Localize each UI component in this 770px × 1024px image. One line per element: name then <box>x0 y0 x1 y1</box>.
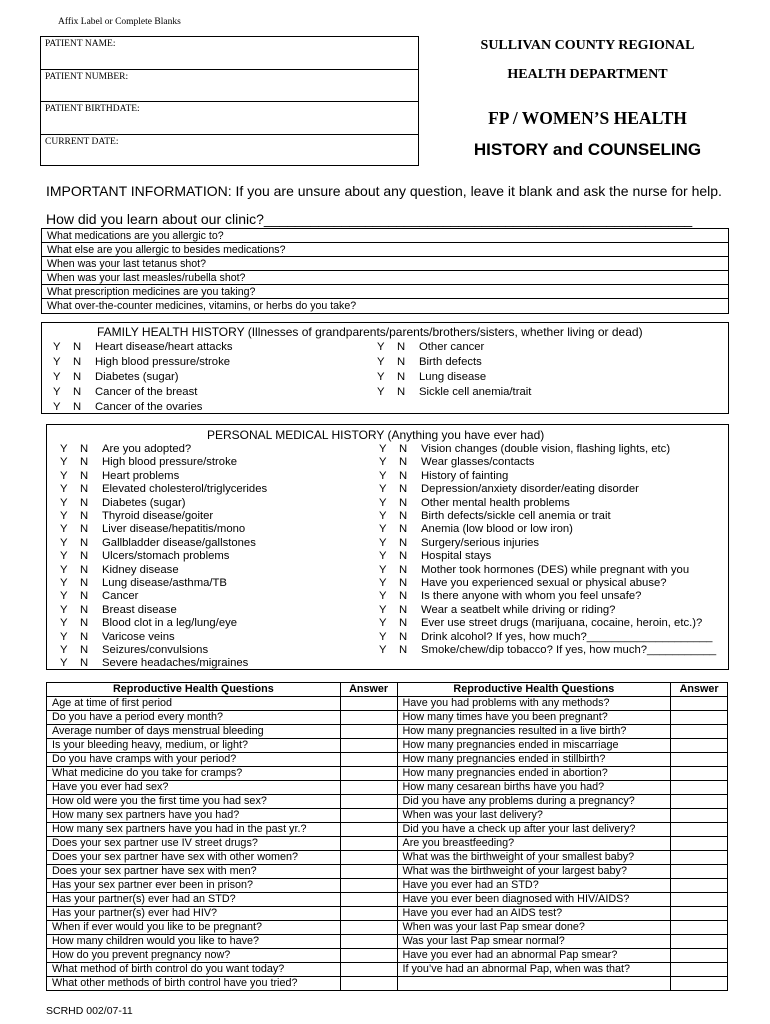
medication-question-row[interactable]: What medications are you allergic to? <box>42 229 728 243</box>
table-row <box>47 697 728 711</box>
history-item-label: Surgery/serious injuries <box>421 536 540 549</box>
no-option[interactable]: N <box>73 341 82 353</box>
yes-option[interactable]: Y <box>377 386 385 398</box>
answer-cell[interactable] <box>340 725 397 739</box>
patient-name-field[interactable]: PATIENT NAME: <box>41 37 418 70</box>
no-option[interactable]: N <box>80 510 89 522</box>
column-header: Answer <box>671 683 728 697</box>
yes-option[interactable]: Y <box>379 563 387 576</box>
history-item-label: Anemia (low blood or low iron) <box>421 523 573 536</box>
no-option[interactable]: N <box>399 469 408 482</box>
column-header: Answer <box>340 683 397 697</box>
answer-cell[interactable] <box>671 781 728 795</box>
answer-cell[interactable] <box>671 823 728 837</box>
history-item-label: Depression/anxiety disorder/eating disorder <box>421 483 639 496</box>
question-cell: Did you have any problems during a pregnancy? <box>397 795 671 809</box>
yes-option[interactable]: Y <box>60 456 68 469</box>
learn-about-clinic-question[interactable]: How did you learn about our clinic?_______________________________________________________ <box>46 211 693 227</box>
yes-option[interactable]: Y <box>60 563 68 576</box>
question-cell: When was your last delivery? <box>397 809 671 823</box>
yes-option[interactable]: Y <box>60 510 68 522</box>
question-cell: Average number of days menstrual bleeding <box>47 725 341 739</box>
no-option[interactable]: N <box>80 483 89 496</box>
question-cell: Is your bleeding heavy, medium, or light? <box>47 739 341 753</box>
patient-label-box <box>40 36 419 166</box>
answer-cell[interactable] <box>340 809 397 823</box>
yes-option[interactable]: Y <box>377 371 385 383</box>
answer-cell[interactable] <box>340 711 397 725</box>
yes-option[interactable]: Y <box>379 630 387 643</box>
answer-cell[interactable] <box>671 809 728 823</box>
answer-cell[interactable] <box>340 879 397 893</box>
table-row <box>47 823 728 837</box>
history-item-label: Is there anyone with whom you feel unsafe? <box>421 590 642 603</box>
question-cell: Have you ever had sex? <box>47 781 341 795</box>
table-row <box>47 879 728 893</box>
answer-cell[interactable] <box>671 767 728 781</box>
history-item-label: High blood pressure/stroke <box>102 456 238 469</box>
answer-cell[interactable] <box>671 949 728 963</box>
no-option[interactable]: N <box>399 644 408 656</box>
no-option[interactable]: N <box>80 550 89 563</box>
answer-cell[interactable] <box>340 963 397 977</box>
history-item-label: Ever use street drugs (marijuana, cocaine, heroin, etc.)? <box>421 617 703 630</box>
no-option[interactable]: N <box>399 536 408 549</box>
question-cell: If you’ve had an abnormal Pap, when was that? <box>397 963 671 977</box>
yes-option[interactable]: Y <box>60 644 68 656</box>
column-header: Reproductive Health Questions <box>397 683 671 697</box>
answer-cell[interactable] <box>671 739 728 753</box>
form-code: SCRHD 002/07-11 <box>46 1005 133 1017</box>
table-row <box>47 809 728 823</box>
table-row <box>47 949 728 963</box>
medication-question-row[interactable]: What over-the-counter medicines, vitamins, or herbs do you take? <box>47 300 357 312</box>
no-option[interactable]: N <box>80 456 89 469</box>
question-cell: Did you have a check up after your last delivery? <box>397 823 671 837</box>
history-item-label: Thyroid disease/goiter <box>102 510 214 522</box>
question-cell: When was your last Pap smear done? <box>397 921 671 935</box>
yes-option[interactable]: Y <box>379 550 387 563</box>
history-item-label: Breast disease <box>102 603 177 616</box>
history-item-label: Seizures/convulsions <box>102 644 209 656</box>
no-option[interactable]: N <box>399 443 408 455</box>
affix-label-note: Affix Label or Complete Blanks <box>58 17 181 27</box>
yes-option[interactable]: Y <box>379 469 387 482</box>
no-option[interactable]: N <box>80 577 89 589</box>
current-date-field[interactable]: CURRENT DATE: <box>45 136 119 147</box>
question-cell: Have you ever had an AIDS test? <box>397 907 671 921</box>
history-item-label: Other cancer <box>419 341 485 353</box>
answer-cell[interactable] <box>671 795 728 809</box>
medication-question-row[interactable]: What else are you allergic to besides medications? <box>42 243 728 257</box>
answer-cell[interactable] <box>340 977 397 991</box>
no-option[interactable]: N <box>399 617 408 630</box>
history-item-label: Drink alcohol? If yes, how much?____________________ <box>421 630 713 643</box>
form-title: FP / WOMEN’S HEALTH <box>488 108 687 128</box>
yes-option[interactable]: Y <box>60 590 68 603</box>
answer-cell[interactable] <box>671 725 728 739</box>
yes-option[interactable]: Y <box>60 536 68 549</box>
question-cell: How many pregnancies resulted in a live birth? <box>397 725 671 739</box>
answer-cell[interactable] <box>671 851 728 865</box>
question-cell: Are you breastfeeding? <box>397 837 671 851</box>
no-option[interactable]: N <box>80 563 89 576</box>
history-item-label: Lung disease/asthma/TB <box>102 577 227 589</box>
answer-cell[interactable] <box>671 865 728 879</box>
no-option[interactable]: N <box>80 617 89 630</box>
table-header-row <box>47 683 728 697</box>
answer-cell[interactable] <box>340 935 397 949</box>
no-option[interactable]: N <box>397 371 406 383</box>
patient-number-field[interactable]: PATIENT NUMBER: <box>41 70 418 103</box>
answer-cell[interactable] <box>340 893 397 907</box>
answer-cell[interactable] <box>340 767 397 781</box>
question-cell: How many pregnancies ended in stillbirth? <box>397 753 671 767</box>
question-cell: Has your partner(s) ever had an STD? <box>47 893 341 907</box>
question-cell: Have you ever been diagnosed with HIV/AIDS? <box>397 893 671 907</box>
answer-cell[interactable] <box>671 837 728 851</box>
history-item-label: Vision changes (double vision, flashing lights, etc) <box>421 443 671 455</box>
no-option[interactable]: N <box>80 657 89 670</box>
history-item-label: Liver disease/hepatitis/mono <box>102 523 246 536</box>
no-option[interactable]: N <box>399 456 408 469</box>
table-row <box>47 977 728 991</box>
no-option[interactable]: N <box>80 496 89 509</box>
answer-cell[interactable] <box>671 879 728 893</box>
no-option[interactable]: N <box>399 510 408 522</box>
history-item-label: Birth defects <box>419 356 482 368</box>
yes-option[interactable]: Y <box>60 603 68 616</box>
history-item-label: Sickle cell anemia/trait <box>419 386 532 398</box>
yes-option[interactable]: Y <box>60 443 68 455</box>
yes-option[interactable]: Y <box>53 356 61 368</box>
no-option[interactable]: N <box>399 496 408 509</box>
no-option[interactable]: N <box>399 577 408 589</box>
question-cell: How many sex partners have you had in the past yr.? <box>47 823 341 837</box>
yes-option[interactable]: Y <box>60 496 68 509</box>
history-item-label: Birth defects/sickle cell anemia or trait <box>421 510 611 522</box>
question-cell: Has your sex partner ever been in prison? <box>47 879 341 893</box>
history-item-label: Blood clot in a leg/lung/eye <box>102 617 238 630</box>
yes-option[interactable]: Y <box>60 577 68 589</box>
question-cell: Does your sex partner have sex with men? <box>47 865 341 879</box>
history-item-label: Diabetes (sugar) <box>95 371 179 383</box>
no-option[interactable]: N <box>397 356 406 368</box>
question-cell: How many pregnancies ended in abortion? <box>397 767 671 781</box>
yes-option[interactable]: Y <box>379 577 387 589</box>
history-item-label: High blood pressure/stroke <box>95 356 231 368</box>
no-option[interactable]: N <box>399 550 408 563</box>
answer-cell[interactable] <box>340 865 397 879</box>
question-cell: Have you had problems with any methods? <box>397 697 671 711</box>
table-row <box>47 851 728 865</box>
yes-option[interactable]: Y <box>60 523 68 536</box>
yes-option[interactable]: Y <box>379 590 387 603</box>
answer-cell[interactable] <box>671 977 728 991</box>
yes-option[interactable]: Y <box>53 386 61 398</box>
yes-option[interactable]: Y <box>377 356 385 368</box>
answer-cell[interactable] <box>340 949 397 963</box>
history-item-label: Severe headaches/migraines <box>102 657 249 670</box>
question-cell: What medicine do you take for cramps? <box>47 767 341 781</box>
yes-option[interactable]: Y <box>60 617 68 630</box>
yes-option[interactable]: Y <box>379 617 387 630</box>
yes-option[interactable]: Y <box>379 496 387 509</box>
yes-option[interactable]: Y <box>379 644 387 656</box>
org-department: HEALTH DEPARTMENT <box>507 67 668 82</box>
no-option[interactable]: N <box>80 469 89 482</box>
question-cell: Does your sex partner use IV street drugs? <box>47 837 341 851</box>
no-option[interactable]: N <box>80 644 89 656</box>
history-item-label: Cancer of the breast <box>95 386 198 398</box>
table-row <box>47 725 728 739</box>
medication-questions-table <box>41 228 729 314</box>
answer-cell[interactable] <box>671 935 728 949</box>
no-option[interactable]: N <box>397 386 406 398</box>
medication-question-row[interactable]: What prescription medicines are you taking? <box>42 285 728 299</box>
table-row <box>47 907 728 921</box>
no-option[interactable]: N <box>80 603 89 616</box>
table-row <box>47 739 728 753</box>
table-row <box>47 781 728 795</box>
question-cell: How many pregnancies ended in miscarriage <box>397 739 671 753</box>
history-item-label: Smoke/chew/dip tobacco? If yes, how much?___________ <box>421 644 717 656</box>
answer-cell[interactable] <box>340 851 397 865</box>
history-item-label: History of fainting <box>421 469 509 482</box>
history-item-label: Have you experienced sexual or physical abuse? <box>421 577 667 589</box>
history-item-label: Diabetes (sugar) <box>102 496 186 509</box>
answer-cell[interactable] <box>340 837 397 851</box>
history-item-label: Heart problems <box>102 469 180 482</box>
yes-option[interactable]: Y <box>379 483 387 496</box>
history-item-label: Wear a seatbelt while driving or riding? <box>421 603 616 616</box>
question-cell: Have you ever had an abnormal Pap smear? <box>397 949 671 963</box>
question-cell: What method of birth control do you want today? <box>47 963 341 977</box>
yes-option[interactable]: Y <box>377 341 385 353</box>
question-cell <box>397 977 671 991</box>
patient-birthdate-field[interactable]: PATIENT BIRTHDATE: <box>41 102 418 135</box>
yes-option[interactable]: Y <box>379 603 387 616</box>
question-cell: How many children would you like to have? <box>47 935 341 949</box>
question-cell: How many times have you been pregnant? <box>397 711 671 725</box>
question-cell: Age at time of first period <box>47 697 341 711</box>
history-item-label: Heart disease/heart attacks <box>95 341 233 353</box>
no-option[interactable]: N <box>80 536 89 549</box>
yes-option[interactable]: Y <box>60 483 68 496</box>
question-cell: How many sex partners have you had? <box>47 809 341 823</box>
question-cell: What was the birthweight of your smallest baby? <box>397 851 671 865</box>
table-row <box>47 921 728 935</box>
history-item-label: Varicose veins <box>102 630 175 643</box>
yes-option[interactable]: Y <box>53 341 61 353</box>
question-cell: How old were you the first time you had sex? <box>47 795 341 809</box>
family-history-title: FAMILY HEALTH HISTORY (Illnesses of grandparents/parents/brothers/sisters, whether living or dead) <box>97 325 643 339</box>
answer-cell[interactable] <box>340 795 397 809</box>
table-row <box>47 795 728 809</box>
answer-cell[interactable] <box>340 921 397 935</box>
no-option[interactable]: N <box>399 523 408 536</box>
no-option[interactable]: N <box>80 630 89 643</box>
history-item-label: Are you adopted? <box>102 443 192 455</box>
question-cell: What was the birthweight of your largest baby? <box>397 865 671 879</box>
answer-cell[interactable] <box>340 781 397 795</box>
table-row <box>47 935 728 949</box>
yes-option[interactable]: Y <box>60 550 68 563</box>
answer-cell[interactable] <box>671 753 728 767</box>
history-item-label: Gallbladder disease/gallstones <box>102 536 256 549</box>
yes-option[interactable]: Y <box>379 456 387 469</box>
table-row <box>47 753 728 767</box>
answer-cell[interactable] <box>340 739 397 753</box>
question-cell: How do you prevent pregnancy now? <box>47 949 341 963</box>
yes-option[interactable]: Y <box>379 536 387 549</box>
yes-option[interactable]: Y <box>60 630 68 643</box>
history-item-label: Kidney disease <box>102 563 179 576</box>
no-option[interactable]: N <box>399 563 408 576</box>
question-cell: Does your sex partner have sex with other women? <box>47 851 341 865</box>
history-item-label: Hospital stays <box>421 550 492 563</box>
no-option[interactable]: N <box>80 443 89 455</box>
table-row <box>47 865 728 879</box>
yes-option[interactable]: Y <box>53 371 61 383</box>
question-cell: Has your partner(s) ever had HIV? <box>47 907 341 921</box>
question-cell: How many cesarean births have you had? <box>397 781 671 795</box>
history-item-label: Mother took hormones (DES) while pregnant with you <box>421 563 690 576</box>
history-item-label: Lung disease <box>419 371 487 383</box>
yes-option[interactable]: Y <box>60 469 68 482</box>
question-cell: When if ever would you like to be pregnant? <box>47 921 341 935</box>
answer-cell[interactable] <box>671 697 728 711</box>
answer-cell[interactable] <box>671 711 728 725</box>
medication-question-row[interactable]: When was your last tetanus shot? <box>42 257 728 271</box>
question-cell: Do you have a period every month? <box>47 711 341 725</box>
yes-option[interactable]: Y <box>53 401 61 413</box>
answer-cell[interactable] <box>671 907 728 921</box>
reproductive-health-table <box>46 682 728 991</box>
yes-option[interactable]: Y <box>60 657 68 670</box>
no-option[interactable]: N <box>399 590 408 603</box>
no-option[interactable]: N <box>73 371 82 383</box>
medication-question-row[interactable]: When was your last measles/rubella shot? <box>42 271 728 285</box>
table-row <box>47 963 728 977</box>
no-option[interactable]: N <box>80 523 89 536</box>
history-item-label: Cancer of the ovaries <box>95 401 203 413</box>
question-cell: Do you have cramps with your period? <box>47 753 341 767</box>
table-row <box>47 767 728 781</box>
answer-cell[interactable] <box>671 963 728 977</box>
table-row <box>47 893 728 907</box>
org-name: SULLIVAN COUNTY REGIONAL <box>480 38 695 53</box>
yes-option[interactable]: Y <box>379 523 387 536</box>
question-cell: What other methods of birth control have you tried? <box>47 977 341 991</box>
form-subtitle: HISTORY and COUNSELING <box>473 140 702 159</box>
question-cell: Have you ever had an STD? <box>397 879 671 893</box>
no-option[interactable]: N <box>73 356 82 368</box>
table-row <box>47 711 728 725</box>
answer-cell[interactable] <box>340 907 397 921</box>
history-item-label: Wear glasses/contacts <box>421 456 535 469</box>
no-option[interactable]: N <box>399 603 408 616</box>
table-row <box>47 837 728 851</box>
no-option[interactable]: N <box>399 483 408 496</box>
history-item-label: Cancer <box>102 590 139 603</box>
question-cell: Was your last Pap smear normal? <box>397 935 671 949</box>
no-option[interactable]: N <box>399 630 408 643</box>
no-option[interactable]: N <box>80 590 89 603</box>
yes-option[interactable]: Y <box>379 510 387 522</box>
yes-option[interactable]: Y <box>379 443 387 455</box>
column-header: Reproductive Health Questions <box>47 683 341 697</box>
no-option[interactable]: N <box>73 401 82 413</box>
no-option[interactable]: N <box>73 386 82 398</box>
answer-cell[interactable] <box>340 753 397 767</box>
answer-cell[interactable] <box>671 893 728 907</box>
reproductive-health-table-body <box>47 697 728 991</box>
no-option[interactable]: N <box>397 341 406 353</box>
important-info: IMPORTANT INFORMATION: If you are unsure about any question, leave it blank and ask the nurse for help. <box>46 183 722 199</box>
answer-cell[interactable] <box>340 823 397 837</box>
history-item-label: Elevated cholesterol/triglycerides <box>102 483 268 496</box>
answer-cell[interactable] <box>340 697 397 711</box>
answer-cell[interactable] <box>671 921 728 935</box>
personal-history-title: PERSONAL MEDICAL HISTORY (Anything you have ever had) <box>207 428 545 442</box>
history-item-label: Ulcers/stomach problems <box>102 550 230 563</box>
history-item-label: Other mental health problems <box>421 496 570 509</box>
